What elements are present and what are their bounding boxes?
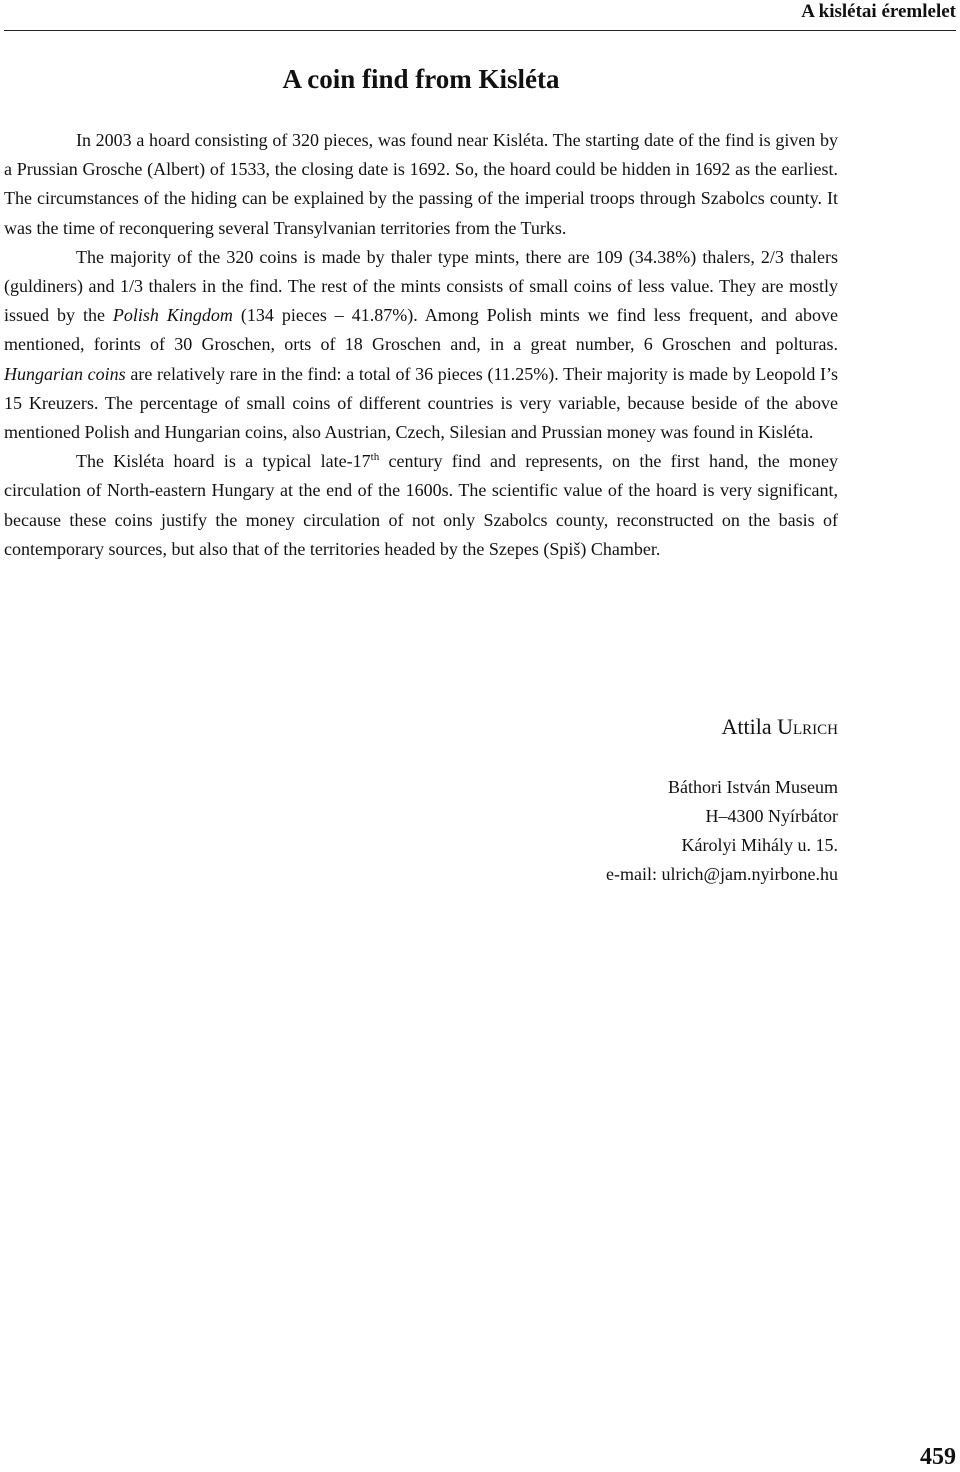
author-affiliation — [400, 773, 838, 889]
paragraph-3-text-b: century find and represents, on the first hand, the money circulation of North-eastern Hungary at the end of the 1600s. The scientific value of the hoard is very significant, because these coins justify the money circulation of not only Szabolcs county, reconstructed on the basis of contemporary sources, but also that of the territories headed by the Szepes (Spiš) Chamber. — [4, 451, 838, 559]
paragraph-3 — [4, 447, 838, 564]
superscript-th: th — [370, 451, 380, 464]
hungarian-coins-term: Hungarian coins — [4, 363, 126, 384]
page-number: 459 — [920, 1444, 956, 1470]
polish-kingdom-term: Polish Kingdom — [112, 305, 233, 326]
author-first-name: Attila — [721, 714, 772, 739]
paragraph-1: In 2003 a hoard consisting of 320 pieces, was found near Kisléta. The starting date of the find is given by a Prussian Grosche (Albert) of 1533, the closing date is 1692. So, the hoard could be hidden in 1692 as the earliest. The circumstances of the hiding can be explained by the passing of the imperial troops through Szabolcs county. It was the time of reconquering several Transylvanian territories from the Turks. — [4, 130, 838, 238]
article-title: A coin find from Kisléta — [282, 64, 560, 94]
paragraph-2-text-a: The majority of the 320 coins is made by thaler type mints, there are 109 (34.38%) thalers, 2/3 thalers (guldiners) and 1/3 thalers in the find. The rest of the mints consists of small coins of less value. They are mostly issued by the — [4, 246, 838, 326]
author-name — [400, 710, 838, 744]
paragraph-2 — [4, 243, 838, 447]
paragraph-3-text-a: The Kisléta hoard is a typical late-17 — [76, 451, 371, 472]
paragraph-2-text-c: (134 pieces – 41.87%). Among Polish mints we find less frequent, and above mentioned, forints of 30 Groschen, orts of 18 Groschen and, in a great number, 6 Groschen and polturas. — [4, 305, 838, 355]
affiliation-institution: Báthori István Museum — [668, 777, 838, 797]
author-last-name: Ulrich — [777, 714, 838, 739]
affiliation-city: H–4300 Nyírbátor — [705, 806, 838, 826]
article-body — [4, 126, 838, 564]
running-header: A kislétai éremlelet — [801, 1, 956, 22]
paragraph-2-text-e: are relatively rare in the find: a total of 36 pieces (11.25%). Their majority is made by Leopold I’s 15 Kreuzers. The percentage of small coins of different countries is very variable, because beside of the above mentioned Polish and Hungarian coins, also Austrian, Czech, Silesian and Prussian money was found in Kisléta. — [4, 363, 838, 443]
affiliation-street: Károlyi Mihály u. 15. — [681, 835, 838, 855]
affiliation-email: e-mail: ulrich@jam.nyirbone.hu — [605, 864, 838, 884]
header-rule — [4, 30, 956, 31]
